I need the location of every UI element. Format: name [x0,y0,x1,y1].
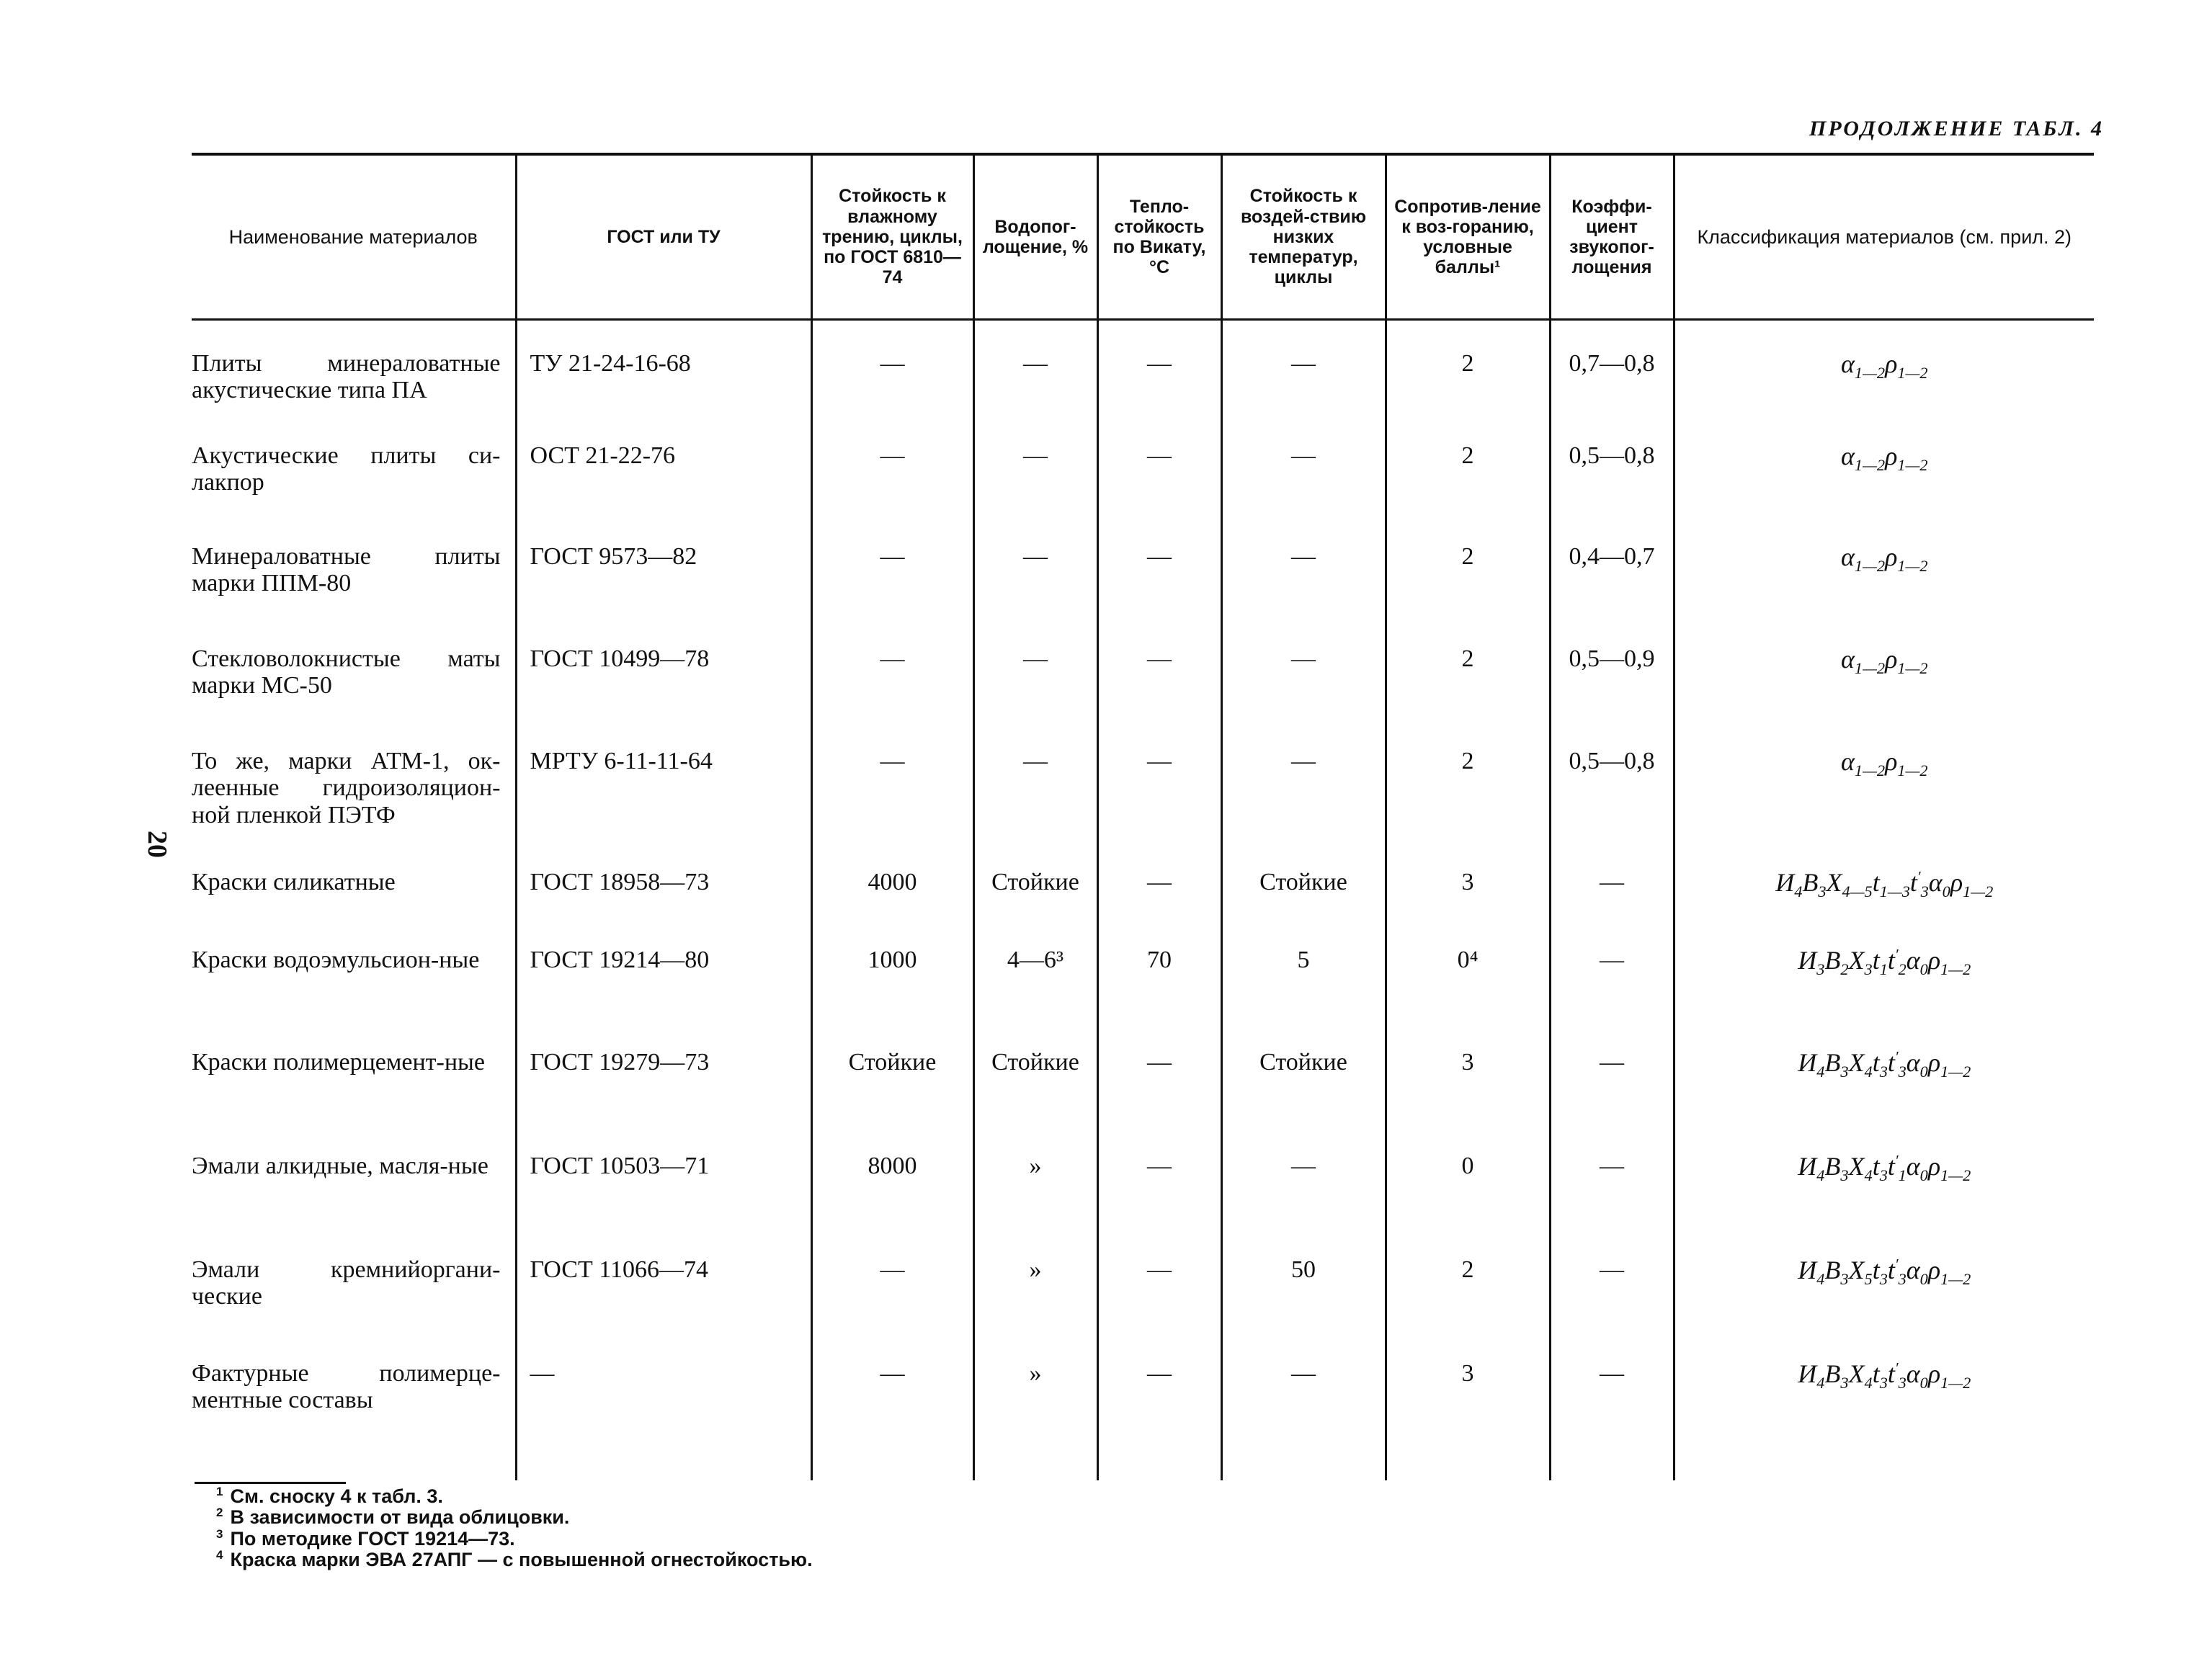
cell-friction: — [811,1359,973,1460]
cell-name: Фактурные полимерце-ментные составы [192,1360,501,1414]
cell-gost: ГОСТ 10499—78 [516,645,811,747]
cell-fire: 3 [1386,1359,1550,1460]
spacer-cell [516,320,811,350]
cell-fire: 3 [1386,1048,1550,1152]
cell-class: $И_4В_3Х_4t_3t'_3\alpha_0\rho_{1—2}$ [1674,1359,2094,1460]
cell-gost: ГОСТ 9573—82 [516,542,811,645]
cell-name: Краски полимерцемент-ные [192,1049,485,1076]
cell-fire: 2 [1386,349,1550,442]
tail-cell [973,1460,1097,1480]
table-row [192,747,2094,868]
footnote-text: По методике ГОСТ 19214—73. [230,1527,515,1550]
table-tail-row [192,1460,2094,1480]
tail-cell [516,1460,811,1480]
cell-cold: Стойкие [1221,868,1386,946]
cell-water: — [973,747,1097,868]
cell-friction: Стойкие [811,1048,973,1152]
cell-gost: ОСТ 21-22-76 [516,442,811,542]
cell-class: $И_4В_3Х_{4—5}t_{1—3}t'_3\alpha_0\rho_{1—2}$ [1674,868,2094,946]
table-row [192,542,2094,645]
cell-cold: — [1221,542,1386,645]
cell-water: Стойкие [973,1048,1097,1152]
footnote [216,1549,813,1570]
header-classification: Классификация материалов (см. прил. 2) [1674,154,2094,320]
header-heat-resistance: Тепло-стойкость по Викату, °С [1097,154,1221,320]
tail-cell [192,1460,516,1480]
cell-heat: 70 [1097,946,1221,1048]
cell-fire: 3 [1386,868,1550,946]
cell-gost: ГОСТ 10503—71 [516,1152,811,1256]
page-number: 20 [142,831,172,858]
header-fire-resistance: Сопротив-ление к воз-горанию, условные баллы¹ [1386,154,1550,320]
footnote-mark: 1 [216,1485,223,1498]
cell-name: Минераловатные плиты марки ППМ-80 [192,543,501,597]
tail-cell [1550,1460,1674,1480]
header-material-name: Наименование материалов [192,154,516,320]
header-cold-resistance: Стойкость к воздей-ствию низких температур, циклы [1221,154,1386,320]
cell-class: $И_4В_3Х_4t_3t'_1\alpha_0\rho_{1—2}$ [1674,1152,2094,1256]
cell-sound: — [1550,1359,1674,1460]
footnote-mark: 2 [216,1506,223,1520]
cell-name: Эмали кремнийоргани-ческие [192,1256,501,1310]
tail-cell [1097,1460,1221,1480]
cell-name: Стекловолокнистые маты марки МС-50 [192,645,501,699]
spacer-cell [192,320,516,350]
cell-cold: 5 [1221,946,1386,1048]
cell-name: Плиты минераловатные акустические типа ПА [192,350,501,404]
cell-water: 4—6³ [973,946,1097,1048]
cell-sound: — [1550,1256,1674,1359]
cell-heat: — [1097,1048,1221,1152]
table-row [192,946,2094,1048]
tail-cell [1221,1460,1386,1480]
cell-sound: 0,7—0,8 [1550,349,1674,442]
footnote [216,1528,813,1549]
tail-cell [811,1460,973,1480]
footnote-rule [195,1482,346,1484]
cell-gost: — [516,1359,811,1460]
cell-class: $\alpha_{1—2}\rho_{1—2}$ [1674,747,2094,868]
cell-friction: — [811,442,973,542]
cell-heat: — [1097,868,1221,946]
cell-friction: — [811,349,973,442]
table-row [192,868,2094,946]
cell-gost: ТУ 21-24-16-68 [516,349,811,442]
cell-water: » [973,1152,1097,1256]
spacer-cell [973,320,1097,350]
table-continuation-label: ПРОДОЛЖЕНИЕ ТАБЛ. 4 [1809,117,2104,140]
cell-class: $И_4В_3Х_4t_3t'_3\alpha_0\rho_{1—2}$ [1674,1048,2094,1152]
cell-fire: 0⁴ [1386,946,1550,1048]
spacer-cell [1550,320,1674,350]
tail-cell [1674,1460,2094,1480]
cell-water: — [973,542,1097,645]
cell-cold: — [1221,442,1386,542]
cell-heat: — [1097,442,1221,542]
footnote-text: См. сноску 4 к табл. 3. [230,1485,443,1507]
cell-friction: 4000 [811,868,973,946]
cell-class: $\alpha_{1—2}\rho_{1—2}$ [1674,645,2094,747]
cell-fire: 2 [1386,645,1550,747]
tail-cell [1386,1460,1550,1480]
cell-sound: — [1550,946,1674,1048]
header-water-absorption: Водопог-лощение, % [973,154,1097,320]
cell-fire: 2 [1386,542,1550,645]
table-row [192,1359,2094,1460]
cell-heat: — [1097,1256,1221,1359]
cell-sound: 0,5—0,8 [1550,442,1674,542]
header-sound-absorption: Коэффи-циент звукопог-лощения [1550,154,1674,320]
cell-gost: ГОСТ 19279—73 [516,1048,811,1152]
cell-heat: — [1097,645,1221,747]
cell-class: $И_4В_3Х_5t_3t'_3\alpha_0\rho_{1—2}$ [1674,1256,2094,1359]
table-row [192,1152,2094,1256]
cell-water: » [973,1256,1097,1359]
table-row [192,442,2094,542]
materials-table [192,153,2094,1480]
cell-name: Краски силикатные [192,869,396,895]
footnote [216,1506,813,1527]
table-spacer-row [192,320,2094,350]
cell-cold: — [1221,349,1386,442]
cell-water: — [973,442,1097,542]
footnote [216,1485,813,1506]
cell-cold: — [1221,1359,1386,1460]
spacer-cell [1221,320,1386,350]
cell-class: $\alpha_{1—2}\rho_{1—2}$ [1674,542,2094,645]
cell-class: $\alpha_{1—2}\rho_{1—2}$ [1674,442,2094,542]
cell-friction: 1000 [811,946,973,1048]
table-header-row [192,154,2094,320]
cell-cold: 50 [1221,1256,1386,1359]
cell-name: Эмали алкидные, масля-ные [192,1153,489,1179]
spacer-cell [1674,320,2094,350]
cell-water: — [973,645,1097,747]
cell-fire: 2 [1386,1256,1550,1359]
cell-heat: — [1097,349,1221,442]
cell-sound: — [1550,1152,1674,1256]
cell-friction: — [811,747,973,868]
spacer-cell [1386,320,1550,350]
cell-name: Краски водоэмульсион-ные [192,947,480,973]
cell-gost: ГОСТ 19214—80 [516,946,811,1048]
cell-gost: ГОСТ 11066—74 [516,1256,811,1359]
cell-fire: 2 [1386,442,1550,542]
footnote-mark: 3 [216,1526,223,1541]
header-gost: ГОСТ или ТУ [516,154,811,320]
spacer-cell [1097,320,1221,350]
footnote-text: Краска марки ЭВА 27АПГ — с повышенной огнестойкостью. [230,1549,813,1571]
cell-heat: — [1097,542,1221,645]
cell-sound: 0,5—0,8 [1550,747,1674,868]
cell-friction: — [811,645,973,747]
cell-water: — [973,349,1097,442]
table-row [192,349,2094,442]
cell-gost: МРТУ 6-11-11-64 [516,747,811,868]
cell-sound: 0,4—0,7 [1550,542,1674,645]
table-row [192,645,2094,747]
cell-heat: — [1097,1152,1221,1256]
cell-cold: — [1221,645,1386,747]
cell-friction: — [811,1256,973,1359]
cell-cold: Стойкие [1221,1048,1386,1152]
cell-fire: 2 [1386,747,1550,868]
cell-class: $\alpha_{1—2}\rho_{1—2}$ [1674,349,2094,442]
table-row [192,1256,2094,1359]
table-row [192,1048,2094,1152]
cell-water: » [973,1359,1097,1460]
cell-sound: 0,5—0,9 [1550,645,1674,747]
cell-friction: — [811,542,973,645]
cell-sound: — [1550,868,1674,946]
cell-cold: — [1221,747,1386,868]
footnote-mark: 4 [216,1548,223,1562]
cell-cold: — [1221,1152,1386,1256]
cell-heat: — [1097,1359,1221,1460]
spacer-cell [811,320,973,350]
cell-water: Стойкие [973,868,1097,946]
cell-name: Акустические плиты си-лакпор [192,442,501,496]
cell-friction: 8000 [811,1152,973,1256]
footnotes [216,1485,813,1570]
cell-name: То же, марки АТМ-1, ок-леенные гидроизоляцион-ной пленкой ПЭТФ [192,748,501,828]
cell-fire: 0 [1386,1152,1550,1256]
footnote-text: В зависимости от вида облицовки. [230,1506,570,1529]
header-friction: Стойкость к влажному трению, циклы, по ГОСТ 6810—74 [811,154,973,320]
cell-class: $И_3В_2Х_3t_1t'_2\alpha_0\rho_{1—2}$ [1674,946,2094,1048]
cell-sound: — [1550,1048,1674,1152]
cell-gost: ГОСТ 18958—73 [516,868,811,946]
cell-heat: — [1097,747,1221,868]
